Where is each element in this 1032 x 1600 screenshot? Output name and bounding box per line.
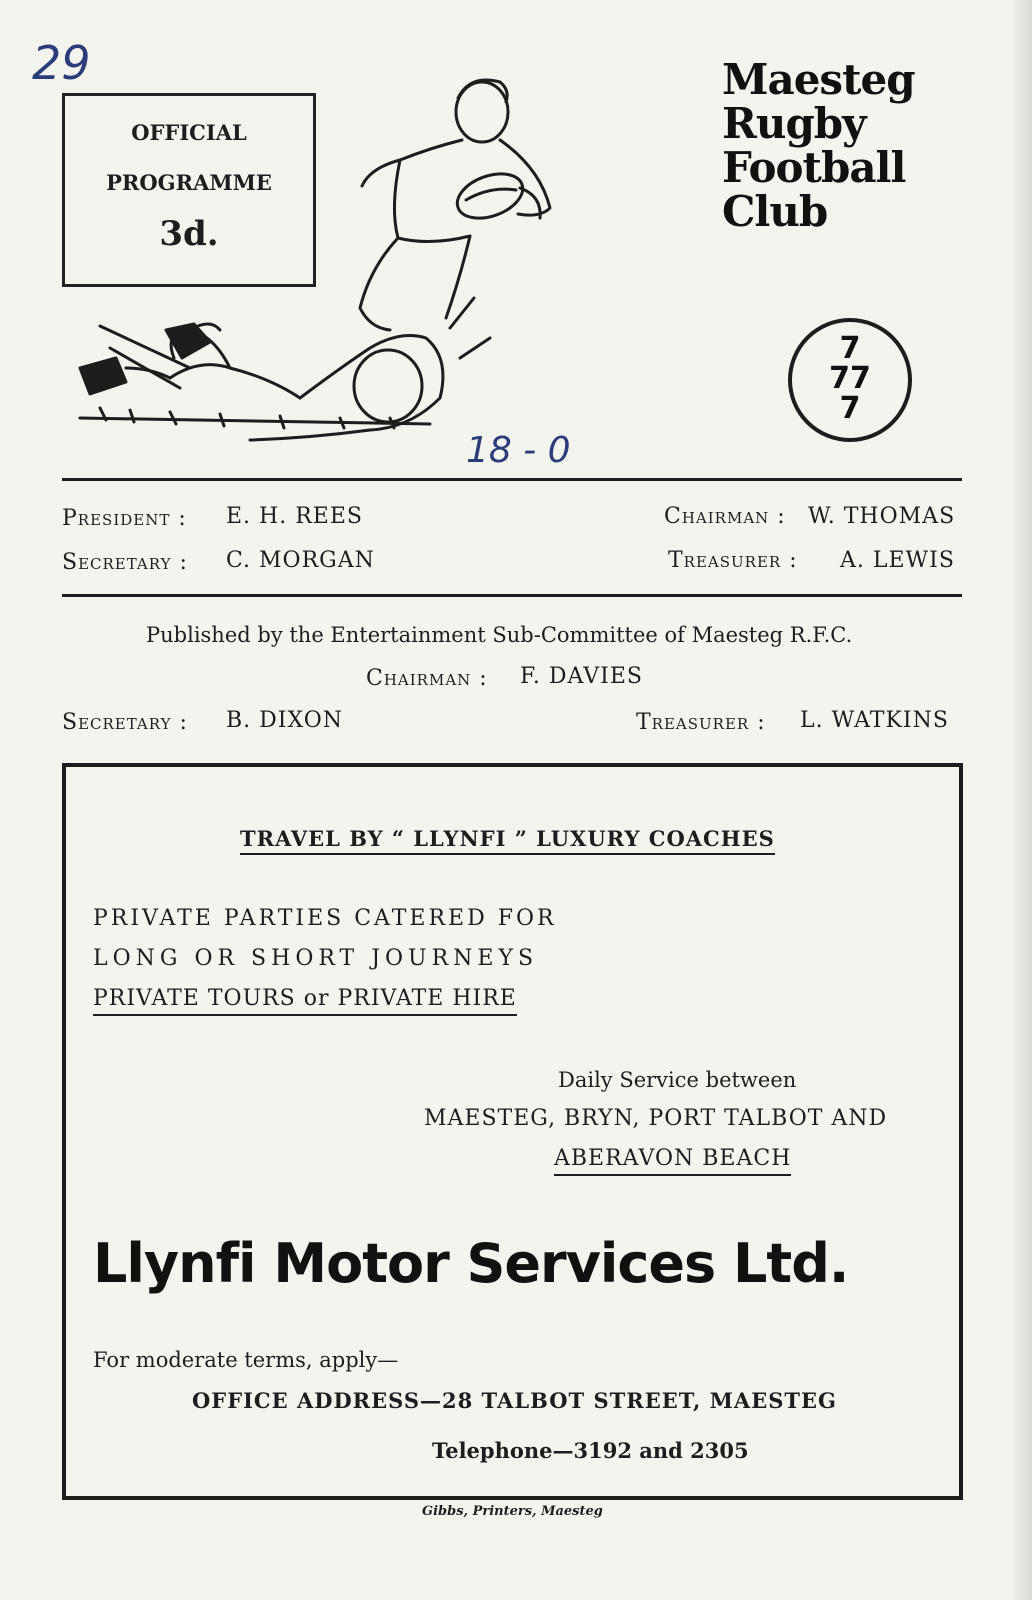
badge-line-2: 77 xyxy=(829,361,871,396)
service-route-1: MAESTEG, BRYN, PORT TALBOT AND xyxy=(424,1106,888,1131)
programme-label: PROGRAMME xyxy=(106,170,272,195)
rule-top xyxy=(62,478,962,481)
club-name xyxy=(722,55,915,236)
club-name-line-1: Maesteg xyxy=(722,55,915,104)
advert-line-3: PRIVATE TOURS or PRIVATE HIRE xyxy=(93,986,517,1016)
chairman-name: W. THOMAS xyxy=(808,504,956,529)
printer-credit: Gibbs, Printers, Maesteg xyxy=(422,1504,603,1519)
badge-line-3: 7 xyxy=(839,391,861,426)
terms-line: For moderate terms, apply— xyxy=(93,1348,399,1372)
handwritten-score: 18 - 0 xyxy=(466,430,571,471)
advert-line-2: LONG OR SHORT JOURNEYS xyxy=(93,946,539,971)
club-name-line-4: Club xyxy=(722,187,828,236)
company-name: Llynfi Motor Services Ltd. xyxy=(93,1232,849,1295)
rule-middle xyxy=(62,594,962,597)
programme-price: 3d. xyxy=(159,214,219,254)
secretary-name: C. MORGAN xyxy=(226,548,375,573)
president-label: President : xyxy=(62,506,187,531)
service-intro: Daily Service between xyxy=(558,1068,797,1092)
chairman-label: Chairman : xyxy=(664,504,786,529)
advert-line-1: PRIVATE PARTIES CATERED FOR xyxy=(93,906,557,931)
rugby-players-illustration xyxy=(70,68,570,463)
sub-secretary-name: B. DIXON xyxy=(226,708,344,733)
secretary-label: Secretary : xyxy=(62,550,188,575)
telephone: Telephone—3192 and 2305 xyxy=(432,1438,749,1463)
official-label: OFFICIAL xyxy=(131,120,247,145)
treasurer-label: Treasurer : xyxy=(668,548,798,573)
club-name-line-2: Rugby xyxy=(722,99,866,148)
badge-line-1: 7 xyxy=(839,331,861,366)
club-badge xyxy=(788,318,912,442)
sub-treasurer-name: L. WATKINS xyxy=(800,708,949,733)
sub-chairman-name: F. DAVIES xyxy=(520,664,643,689)
service-route-2: ABERAVON BEACH xyxy=(554,1146,791,1176)
president-name: E. H. REES xyxy=(226,504,363,529)
advert-headline: TRAVEL BY “ LLYNFI ” LUXURY COACHES xyxy=(240,826,775,855)
paper-edge-shadow xyxy=(1010,0,1032,1600)
club-name-line-3: Football xyxy=(722,143,906,192)
treasurer-name: A. LEWIS xyxy=(840,548,955,573)
office-address: OFFICE ADDRESS—28 TALBOT STREET, MAESTEG xyxy=(192,1388,837,1413)
sub-chairman-label: Chairman : xyxy=(366,666,488,691)
sub-secretary-label: Secretary : xyxy=(62,710,188,735)
sub-treasurer-label: Treasurer : xyxy=(636,710,766,735)
handwritten-page-number: 29 xyxy=(32,36,91,90)
publisher-line: Published by the Entertainment Sub-Committee of Maesteg R.F.C. xyxy=(146,623,853,647)
